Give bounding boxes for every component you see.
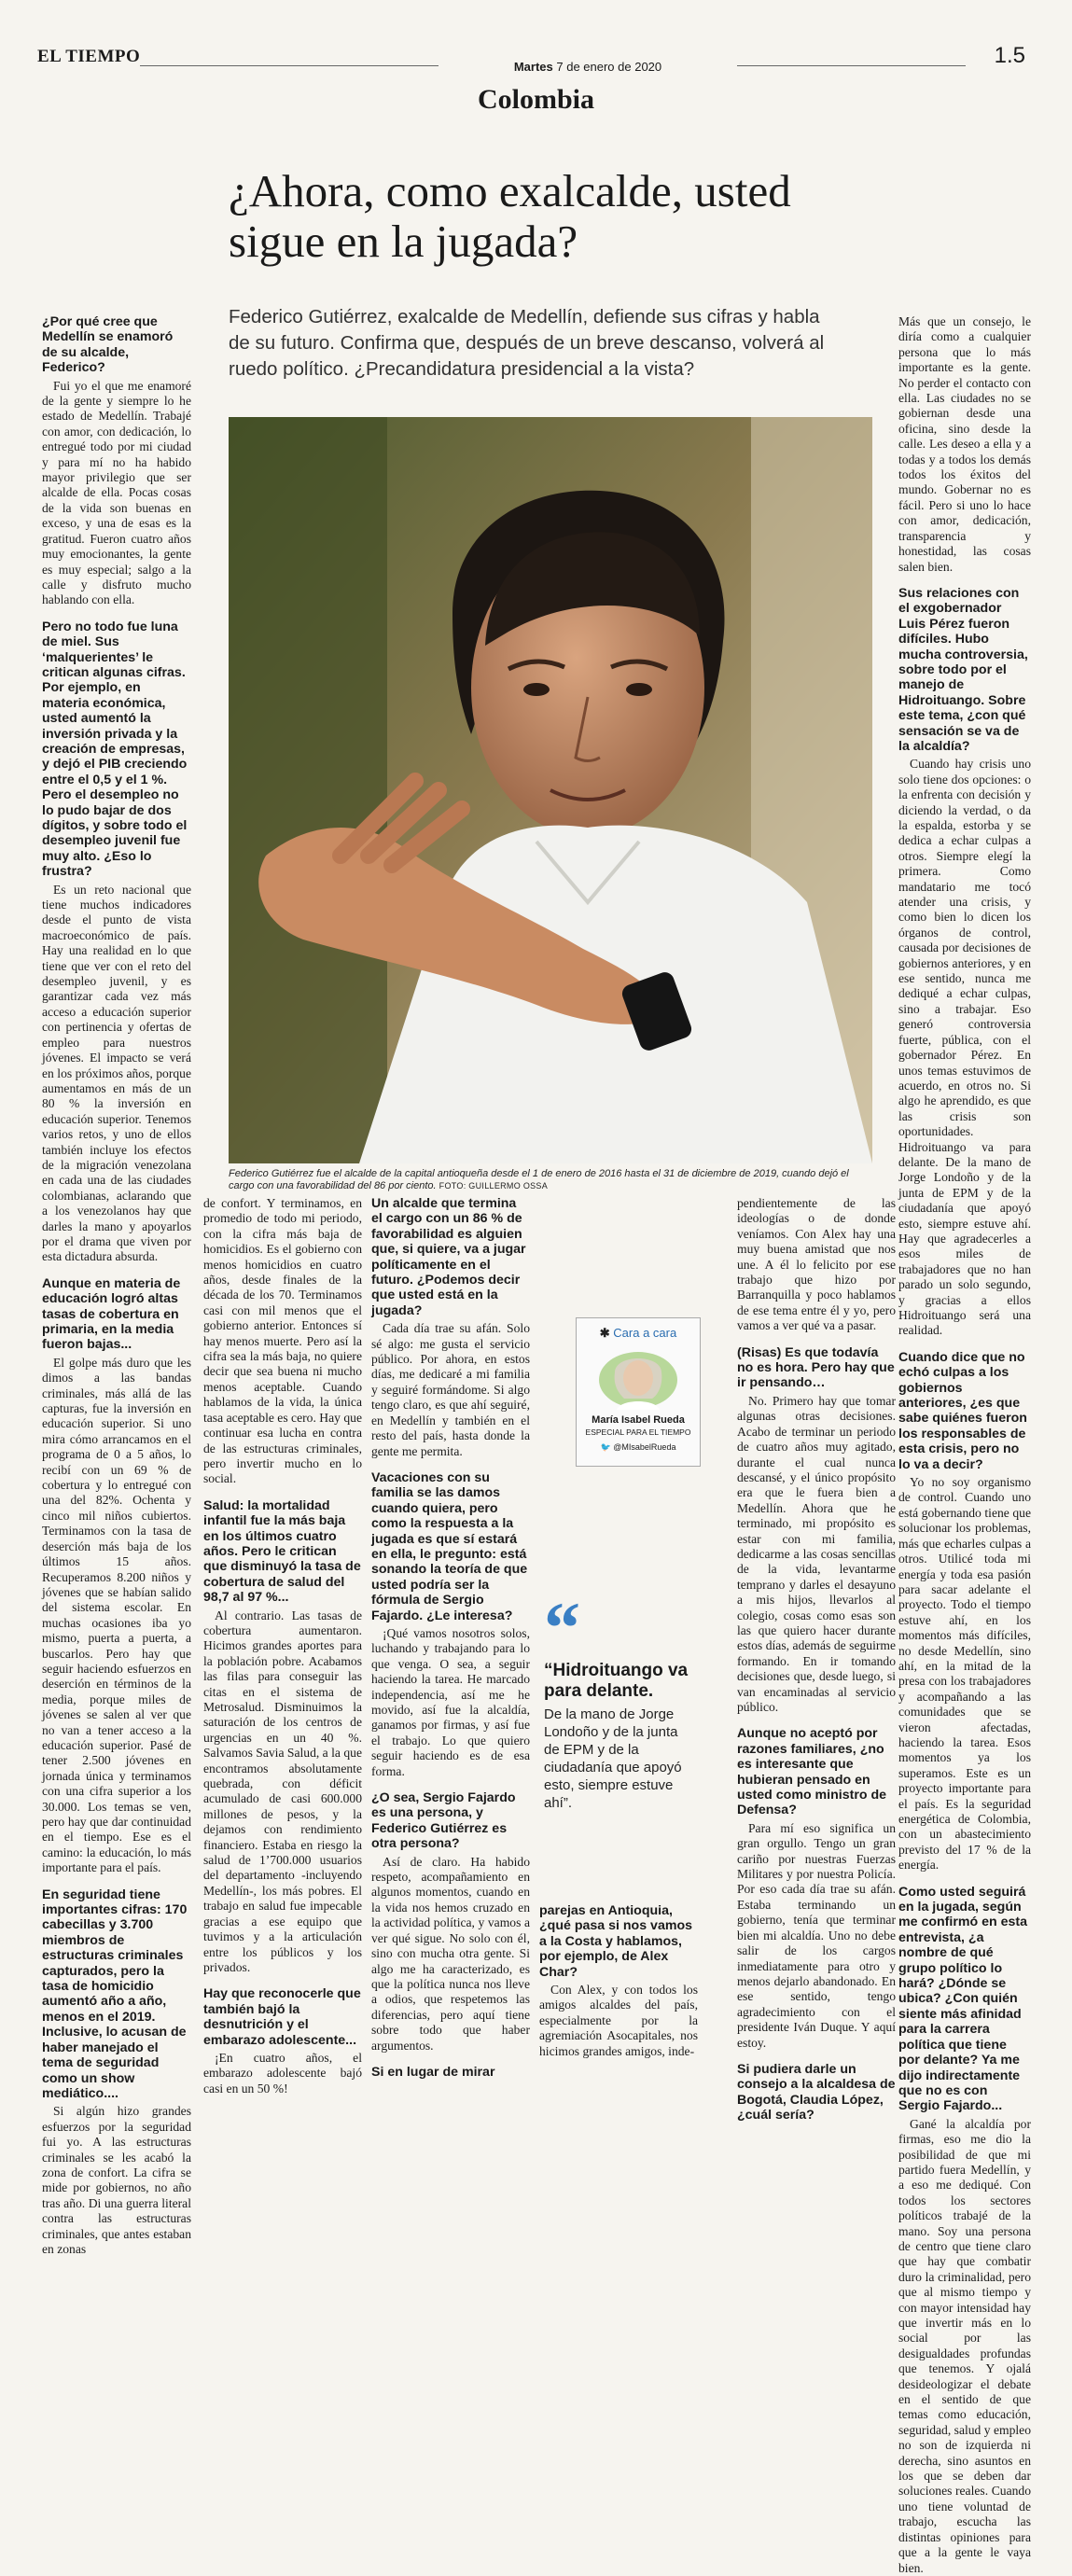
caption-text: Federico Gutiérrez fue el alcalde de la capital antioqueña desde el 1 de enero de 2016 hasta el 31 de diciembre de 2019, cuando dejó el cargo con una favorabilidad del 86 por ciento.: [229, 1168, 849, 1191]
quote-mark-icon: “: [544, 1587, 580, 1668]
photo-credit: FOTO: GUILLERMO OSSA: [439, 1181, 549, 1191]
author-handle-row[interactable]: [577, 1442, 700, 1453]
photo-caption: [229, 1168, 872, 1192]
question: Salud: la mortalidad infantil fue la más baja en los últimos cuatro años. Pero le critican que disminuyó la tasa de cobertura de salud del 98,7 al 97 %...: [203, 1497, 361, 1606]
portrait-illustration: [229, 417, 872, 1163]
question: Sus relaciones con el exgobernador Luis Pérez fueron difíciles. Hubo mucha controversia, sobre todo por el manejo de Hidroituango. Sobre este tema, ¿con qué sensación se va de la alcaldía?: [898, 585, 1028, 754]
answer: Cuando hay crisis uno solo tiene dos opciones: o la enfrenta con decisión y diciendo la verdad, o da la espalda, estorba y se dedica a echar culpas a otros. Siempre elegí la primera. Como mandatario me tocó atender una crisis, y como bien lo dicen los órganos de control, causada por decisiones de gobiernos anteriores, y en ese sentido, nunca me dediqué a echar culpas, sino a trabajar. Eso generó controversia fuerte, pública, con el gobernador Pérez. En unos temas estuvimos de acuerdo, en otros no. Si algo he aprendido, es que las crisis son oportunidades. Hidroituango va para delante. De la mano de Jorge Londoño y de la junta de EPM y de la ciudadanía que apoyó esto, siempre estuve ahí. Hay que agradecerles a esos miles de trabajadores que no han parado un solo segundo, y gracias a ellos Hidroituango será una realidad.: [898, 757, 1031, 1338]
paragraph: de confort. Y terminamos, en promedio de todo mi periodo, con la cifra más baja de homicidios. Es el gobierno con menos homicidios en cuatro años, desde finales de la década de los 70. Terminamos casi con mil menos que el gobierno anterior. Entonces sí hay menos muerte. Pero así la cifra sea la más baja, no quiere decir que sea buena ni mucho menos aceptable. Cuando hablamos de la vida, la única tasa aceptable es cero. Hay que continuar esa lucha en contra de las estructuras criminales, pero invertir mucho en lo social.: [203, 1196, 362, 1486]
pull-quote: [544, 1661, 693, 1812]
question: Como usted seguirá en la jugada, según me confirmó en esta entrevista, ¿a nombre de qué grupo político lo hará? ¿Dónde se ubica? ¿Con quién siente más afinidad para la carrera política que tiene por delante? Ya me dijo indirectamente que no es con Sergio Fajardo...: [898, 1884, 1027, 2114]
answer: Para mí eso significa un gran orgullo. Tengo un gran cariño por nuestras Fuerzas Militares y por nuestra Policía. Por eso cada día trae su afán. Estaba terminando un gobierno, tenía que terminar bien mi alcaldía. Uno no debe salir de los cargos inmediatamente para otro y menos dejarlo abandonado. En ese sentido, tengo agradecimiento con el presidente Iván Duque. Y aquí estoy.: [737, 1820, 896, 2050]
answer: Yo no soy organismo de control. Cuando uno está gobernando tiene que solucionar los problemas, más que echarles culpas a otros. Utilicé toda mi energía y toda esa pasión para sacar adelante el proyecto. Todo el tiempo estuve ahí, en los momentos más difíciles, no desde Medellín, sino ahí, en la mitad de la presa con los trabajadores y acompañando a las comunidades que se vieron afectadas, haciendo la tarea. Esos momentos ya los superamos. Este es un proyecto importante para el país. Es la seguridad energética de Colombia, con un abastecimiento previsto del 17 % de la energía.: [898, 1475, 1031, 1873]
column-3: [371, 1196, 530, 2078]
answer: ¡En cuatro años, el embarazo adolescente bajó casi en un 50 %!: [203, 2050, 362, 2096]
answer: Al contrario. Las tasas de cobertura aumentaron. Hicimos grandes aportes para la población pobre. Acabamos las filas para conseguir las citas en el sistema de Metrosalud. Disminuimos la saturación de los centros de urgencias en un 40 %. Salvamos Savia Salud, a la que encontramos absolutamente quebrada, con déficit acumulado de casi 600.000 millones de pesos, y la dejamos con rendimiento financiero. Estaba en riesgo la salud de 1’700.000 usuarios del departamento -incluyendo Medellín-, los más pobres. El trabajo en salud fue impecable gracias a ese equipo que tuvimos y a la articulación entre los públicos y los privados.: [203, 1608, 362, 1974]
question: Hay que reconocerle que también bajó la desnutrición y el embarazo adolescente...: [203, 1986, 361, 2048]
column-5: [898, 314, 1031, 2575]
answer: Gané la alcaldía por firmas, eso me dio la posibilidad de que mi partido fuera Medellín, y a eso me dediqué. Con todos los sectores políticos trabajé de la mano. Soy una persona de centro que tiene claro que hay que combatir duro la criminalidad, pero que al mismo tiempo y con mayor intensidad hay que invertir más en lo social por las desigualdades profundas que tenemos. Y ojalá desideologizar el debate en el sentido de que temas como educación, seguridad, salud y empleo no son de izquierda ni derecha, sino asuntos en los que se deben dar soluciones reales. Cuando uno tiene voluntad de trabajo, escucha las distintas opiniones para que a la gente le vaya bien.: [898, 2116, 1031, 2575]
page-number: 1.5: [994, 43, 1025, 68]
column-4: [737, 1196, 896, 2123]
column-2: [203, 1196, 362, 2096]
question: Vacaciones con su familia se las damos cuando quiera, pero como la respuesta a la jugada es que sí estará en ella, le pregunto: está sonando la teoría de que usted podría ser la fórmula de Sergio Fajardo. ¿Le interesa?: [371, 1469, 528, 1623]
pull-quote-body: De la mano de Jorge Londoño y de la junta de EPM y de la ciudadanía que apoyó esto, siempre estuve ahí”.: [544, 1706, 682, 1811]
question: Un alcalde que termina el cargo con un 86 % de favorabilidad es alguien que, si quiere, va a jugar políticamente en el futuro. ¿Podemos decir que usted está en la jugada?: [371, 1196, 526, 1318]
answer: Cada día trae su afán. Solo sé algo: me gusta el servicio público. Por ahora, en estos días, me dedicaré a mi familia y seguiré formándome. Si algo tengo claro, es que ahí seguiré, en Medellín y también en el resto del país, hasta donde la gente me permita.: [371, 1321, 530, 1458]
author-role: ESPECIAL PARA EL TIEMPO: [585, 1427, 691, 1437]
question: Aunque en materia de educación logró altas tasas de cobertura en primaria, en la media fueron bajas...: [42, 1275, 181, 1353]
answer: Es un reto nacional que tiene muchos indicadores desde el punto de vista macroeconómico de país. Hay una realidad en lo que tiene que ver con el reto del desempleo juvenil, y es garantizar cada vez más acceso a educación superior con pertinencia y ofertas de empleo para nuestros jóvenes. El impacto se verá en los próximos años, porque aumentamos en más de un 80 % la inversión en educación superior. Tenemos varios retos, y uno de ellos también incluye los efectos de la migración venezolana en cada una de las ciudades colombianas, aclarando que a los venezolanos hay que darles la mano y apoyarlos por el drama que viven por esta dictadura absurda.: [42, 882, 191, 1264]
box-label: Cara a cara: [613, 1326, 677, 1340]
masthead-rule-right: [737, 65, 966, 66]
question: Cuando dice que no echó culpas a los gobiernos anteriores, ¿es que sabe quiénes fueron los responsables de esta crisis, pero no lo va a decir?: [898, 1349, 1027, 1472]
answer: Fui yo el que me enamoré de la gente y siempre lo he estado de Medellín. Trabajé con amor, con dedicación, lo entregué todo por mi ciudad y para mí no ha habido mayor privilegio que ser alcalde de ella. Pocas cosas de la vida son buenas en exceso, y una de esas es la gratitud. Fueron cuatro años muy emocionantes, la gente es muy especial; salgo a la calle y disfruto mucho hablando con ella.: [42, 378, 191, 607]
question: Si en lugar de mirar: [371, 2064, 495, 2080]
author-box: [576, 1317, 701, 1467]
paragraph: Más que un consejo, le diría como a cualquier persona que lo más importante es la gente. No perder el contacto con ella. Las ciudades no se gobiernan desde una oficina, sino desde la calle. Les deseo a ella y a todas y a todos los demás todos los éxitos del mundo. Gobernar no es fácil. Pero si uno lo hace con amor, dedicación, transparencia y honestidad, las cosas salen bien.: [898, 314, 1031, 574]
author-handle: @MIsabelRueda: [613, 1442, 676, 1452]
issue-date: [439, 60, 737, 74]
box-label-row: [577, 1326, 700, 1341]
section-title: Colombia: [477, 84, 594, 115]
headline: ¿Ahora, como exalcalde, usted sigue en la jugada?: [229, 165, 791, 267]
column-1: [42, 314, 191, 2256]
question: En seguridad tiene importantes cifras: 170 cabecillas y 3.700 miembros de estructuras criminales capturados, pero la tasa de homicidio aumentó año a año, menos en el 2019. Inclusive, lo acusan de haber manejado el tema de seguridad como un show mediático....: [42, 1887, 188, 2101]
answer: Si algún hizo grandes esfuerzos por la seguridad fui yo. A las estructuras criminales se les acabó la zona de confort. La cifra se mide por gobiernos, no año tras año. Di una guerra literal contra las estructuras criminales, que antes estaban en zonas: [42, 2104, 191, 2256]
paragraph: pendientemente de las ideologías o de donde veníamos. Con Alex hay una muy buena amistad que nos une. A él lo felicito por ese trabajo que hizo por Barranquilla y poco hablamos de ese tema entre él y yo, pero vamos a ver qué va a pasar.: [737, 1196, 896, 1333]
question: ¿Por qué cree que Medellín se enamoró de su alcalde, Federico?: [42, 314, 174, 376]
answer: Con Alex, y con todos los amigos alcaldes del país, especialmente por la agremiación Asocapitales, nos hicimos grandes amigos, inde-: [539, 1983, 698, 2058]
interview-photo: [229, 417, 872, 1163]
asterisk-icon: ✱: [599, 1326, 610, 1340]
column-3b: [539, 1903, 698, 2081]
article-dek: Federico Gutiérrez, exalcalde de Medellín, defiende sus cifras y habla de su futuro. Confirma que, después de un breve descanso, volverá al ruedo político. ¿Precandidatura presidencial a la vista?: [229, 306, 825, 380]
pull-quote-heading: “Hidroituango va para delante.: [544, 1661, 689, 1701]
masthead-rule-left: [140, 65, 439, 66]
question: Si pudiera darle un consejo a la alcaldesa de Bogotá, Claudia López, ¿cuál sería?: [737, 2061, 896, 2123]
question: Pero no todo fue luna de miel. Sus ‘malquerientes’ le critican algunas cifras. Por ejemplo, en materia económica, usted aumentó la inversión privada y la creación de empresas, y dejó el PIB creciendo entre el 0,5 y el 1 %. Pero el desempleo no lo pudo bajar de dos dígitos, y sobre todo el desempleo juvenil fue muy alto. ¿Eso lo frustra?: [42, 619, 188, 880]
author-portrait: [596, 1344, 680, 1410]
twitter-bird-icon: 🐦: [600, 1442, 611, 1452]
author-name: María Isabel Rueda: [592, 1414, 685, 1426]
newspaper-name: EL TIEMPO: [37, 47, 141, 66]
answer: El golpe más duro que les dimos a las bandas criminales, más allá de las capturas, fue la inversión en educación superior. Si uno mira cómo arrancamos en el programa de 0 a 5 años, lo recibí con un 69 % de cobertura y lo entregué con una del 82%. Ochenta y cinco mil niños cubiertos. Terminamos con la tasa de deserción más baja de los últimos 15 años. Recuperamos 8.200 niños y jóvenes que se habían salido del sistema escolar. En muchas ocasiones iba yo mismo, puerta a puerta, a buscarlos. Pero hay que seguir haciendo esfuerzos en deserción en términos de la media, porque miles de jóvenes se salen al ver que no van a tener acceso a la educación superior. Pasé de tener 2.500 jóvenes en jornada única y terminamos con una cifra superior a los 30.000. Los temas se ven, pero hay que dar continuidad en el tiempo. Ese es el camino: la educación, lo más importante para el país.: [42, 1355, 191, 1875]
question: ¿O sea, Sergio Fajardo es una persona, y Federico Gutiérrez es otra persona?: [371, 1790, 516, 1852]
question: (Risas) Es que todavía no es hora. Pero hay que ir pensando…: [737, 1344, 895, 1391]
answer: Así de claro. Ha habido respeto, acompañamiento en algunos momentos, cuando en la vida nos hemos cruzado en la actividad política, y vamos a ver qué sigue. No solo con él, sino con mucha otra gente. Si algo me ha caracterizado, es que la política nunca nos lleve a odios, que respetemos las diferencias, pero aquí tiene sobre todo que haber argumentos.: [371, 1854, 530, 2053]
question: Aunque no aceptó por razones familiares, ¿no es interesante que hubieran pensado en usted como ministro de Defensa?: [737, 1726, 887, 1818]
question: parejas en Antioquia, ¿qué pasa si nos vamos a la Costa y hablamos, por ejemplo, de Alex Char?: [539, 1903, 693, 1980]
issue-date-text: 7 de enero de 2020: [556, 60, 662, 74]
issue-day: Martes: [513, 60, 553, 74]
answer: ¡Qué vamos nosotros solos, luchando y trabajando para lo que venga. O sea, a seguir haciendo la tarea. He marcado independencia, así me he movido, así fue la alcaldía, ganamos por firmas, y así fue el trabajo. Lo que quiero seguir haciendo es de esa forma.: [371, 1625, 530, 1778]
answer: No. Primero hay que tomar algunas otras decisiones. Acabo de terminar un periodo de cuatro años muy agitado, durante el cual nunca descansé, y el único propósito era que le fuera bien a Medellín. Ahora que he terminado, mi propósito es estar con mi familia, dedicarme a las cosas sencillas de la vida, levantarme temprano y darles el desayuno a mis hijos, llevarlos al colegio, cosas como esas son las que quiero hacer durante estos días, además de seguirme formando. En ir tomando decisiones que, desde luego, si van encaminadas al servicio público.: [737, 1393, 896, 1714]
